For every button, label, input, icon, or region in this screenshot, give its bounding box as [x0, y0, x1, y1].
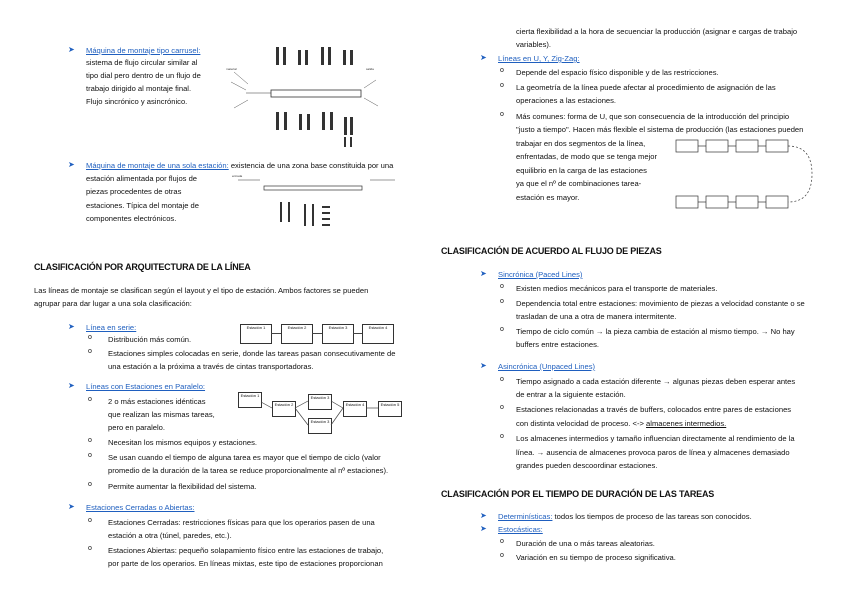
paralelo-item: Se usan cuando el tiempo de alguna tarea es mayor que el tiempo de ciclo (valor [108, 453, 381, 462]
sincronica-item: Dependencia total entre estaciones: movimiento de piezas a velocidad constante o se [516, 299, 805, 308]
serie-box: Estación 3 [322, 324, 354, 344]
bullet-arrow-icon: ➤ [480, 269, 487, 278]
una-estacion-line: estación alimentada por flujos de [86, 174, 198, 183]
cerradas-item: Estaciones Abiertas: pequeño solapamiento físico entre las estaciones de trabajo, [108, 546, 384, 555]
paralelo-item: Permite aumentar la flexibilidad del sistema. [108, 482, 257, 491]
asincronica-item: línea. → ausencia de almacenes provoca paros de línea y almacenes demasiado [516, 448, 790, 457]
u-lines-item: estación es mayor. [516, 193, 580, 202]
bullet-arrow-icon: ➤ [480, 511, 487, 520]
estocasticas-item: Duración de una o más tareas aleatorias. [516, 539, 655, 548]
heading-flujo: CLASIFICACIÓN DE ACUERDO AL FLUJO DE PIEZAS [441, 246, 662, 256]
paralelo-item: pero en paralelo. [108, 423, 165, 432]
asincronica-item: Estaciones relacionadas a través de buffers, colocados entre pares de estaciones [516, 405, 792, 414]
asincronica-item [516, 418, 726, 429]
asincronica-item: grandes pueden descoordinar estaciones. [516, 461, 658, 470]
asincronica-title[interactable]: Asincrónica (Unpaced Lines) [498, 362, 596, 371]
deterministicas-line [498, 511, 752, 522]
bullet-arrow-icon: ➤ [480, 524, 487, 533]
paralelo-item: 2 o más estaciones idénticas [108, 397, 206, 406]
bullet-arrow-icon: ➤ [480, 53, 487, 62]
sincronica-item: buffers entre estaciones. [516, 340, 600, 349]
carrusel-line: sistema de flujo circular similar al [86, 58, 198, 67]
deterministicas-title[interactable]: Determinísticas: [498, 512, 553, 521]
bullet-circle-icon: o [500, 552, 504, 559]
heading-arquitectura: CLASIFICACIÓN POR ARQUITECTURA DE LA LÍNEA [34, 262, 251, 272]
bullet-circle-icon: o [500, 433, 504, 440]
asincronica-item: Tiempo asignado a cada estación diferente → algunas piezas deben esperar antes [516, 377, 796, 386]
paralelo-title[interactable]: Líneas con Estaciones en Paralelo: [86, 382, 206, 391]
bullet-arrow-icon: ➤ [68, 45, 75, 54]
u-lines-item: equilibrio en la carga de las estaciones [516, 166, 647, 175]
u-lines-item: Más comunes: forma de U, que son consecuencia de la introducción del principio [516, 112, 790, 121]
u-lines-item: trabajar en dos segmentos de la línea, [516, 139, 646, 148]
bullet-circle-icon: o [88, 348, 92, 355]
bullet-arrow-icon: ➤ [68, 322, 75, 331]
cerradas-title[interactable]: Estaciones Cerradas o Abiertas: [86, 503, 195, 512]
sincronica-item: Existen medios mecánicos para el transporte de materiales. [516, 284, 718, 293]
right-top-line: variables). [516, 40, 552, 49]
asincronica-item: de entrar a la siguiente estación. [516, 390, 626, 399]
serie-box: Estación 1 [240, 324, 272, 344]
una-estacion-first-text: existencia de una zona base constituida por una [228, 161, 394, 170]
intro-line: Las líneas de montaje se clasifican según el layout y el tipo de estación. Ambos factores se pueden [34, 286, 369, 295]
u-lines-item: La geometría de la línea puede afectar al procedimiento de asignación de las [516, 83, 776, 92]
bullet-circle-icon: o [500, 298, 504, 305]
bullet-circle-icon: o [500, 404, 504, 411]
serie-box: Estación 2 [281, 324, 313, 344]
intro-line: agrupar para dar lugar a una sola clasificación: [34, 299, 192, 308]
asincronica-text: con distinta velocidad de proceso. <-> [516, 419, 647, 428]
paralelo-item: promedio de la duración de la tarea se reduce proporcionalmente al nº estaciones). [108, 466, 389, 475]
carrusel-line: trabajo dirigido al montaje final. [86, 84, 192, 93]
serie-title[interactable]: Línea en serie: [86, 323, 137, 332]
serie-item: Distribución más común. [108, 335, 192, 344]
bullet-circle-icon: o [500, 538, 504, 545]
bullet-circle-icon: o [500, 111, 504, 118]
bullet-circle-icon: o [500, 67, 504, 74]
almacenes-intermedios-text: almacenes intermedios. [646, 419, 727, 428]
bullet-circle-icon: o [88, 545, 92, 552]
bullet-circle-icon: o [500, 326, 504, 333]
paralelo-box: Estación 3 [308, 394, 332, 410]
bullet-circle-icon: o [500, 283, 504, 290]
bullet-circle-icon: o [88, 481, 92, 488]
serie-item: Estaciones simples colocadas en serie, donde las tareas pasan consecutivamente de [108, 349, 396, 358]
deterministicas-text: todos los tiempos de proceso de las tareas son conocidos. [552, 512, 752, 521]
right-top-line: cierta flexibilidad a la hora de secuenciar la producción (asignar e cargas de trabajo [516, 27, 798, 36]
cerradas-item: por parte de los operarios. En líneas mixtas, este tipo de estaciones proporcionan [108, 559, 383, 568]
sincronica-title[interactable]: Sincrónica (Paced Lines) [498, 270, 583, 279]
sincronica-item: Tiempo de ciclo común → la pieza cambia de estación al mismo tiempo. → No hay [516, 327, 795, 336]
una-estacion-title[interactable]: Máquina de montaje de una sola estación: [86, 161, 229, 170]
paralelo-box: Estación 1 [238, 392, 262, 408]
sincronica-item: trasladan de una a otra de manera intermitente. [516, 312, 677, 321]
bullet-arrow-icon: ➤ [480, 361, 487, 370]
asincronica-item: Los almacenes intermedios y tamaño influencian directamente al rendimiento de la [516, 434, 795, 443]
bullet-circle-icon: o [88, 517, 92, 524]
u-lines-title[interactable]: Líneas en U, Y, Zig-Zag: [498, 54, 580, 63]
paralelo-box: Estación 4 [343, 401, 367, 417]
carrusel-title[interactable]: Máquina de montaje tipo carrusel: [86, 46, 201, 55]
bullet-circle-icon: o [88, 334, 92, 341]
bullet-circle-icon: o [500, 82, 504, 89]
cerradas-item: Estaciones Cerradas: restricciones físicas para que los operarios pasen de una [108, 518, 375, 527]
u-lines-item: enfrentadas, de modo que se tenga mejor [516, 152, 657, 161]
serie-item: una estación a la próxima a través de cintas transportadoras. [108, 362, 314, 371]
bullet-circle-icon: o [500, 376, 504, 383]
svg-text:entrada: entrada [232, 174, 243, 178]
svg-text:material: material [226, 67, 237, 71]
heading-tiempo: CLASIFICACIÓN POR EL TIEMPO DE DURACIÓN DE LAS TAREAS [441, 489, 715, 499]
cerradas-item: estación a otra (túnel, paredes, etc.). [108, 531, 232, 540]
u-lines-item: Depende del espacio físico disponible y de las restricciones. [516, 68, 719, 77]
paralelo-item: que realizan las mismas tareas, [108, 410, 215, 419]
bullet-circle-icon: o [88, 396, 92, 403]
paralelo-box: Estación 3 [308, 418, 332, 434]
paralelo-box: Estación 2 [272, 401, 296, 417]
bullet-arrow-icon: ➤ [68, 160, 75, 169]
bullet-arrow-icon: ➤ [68, 381, 75, 390]
una-estacion-line: estaciones. Típica del montaje de [86, 201, 199, 210]
carrusel-line: tipo dial pero dentro de un flujo de [86, 71, 201, 80]
estocasticas-item: Variación en su tiempo de proceso significativa. [516, 553, 676, 562]
bullet-circle-icon: o [88, 452, 92, 459]
una-estacion-line: piezas procedentes de otras [86, 187, 182, 196]
bullet-arrow-icon: ➤ [68, 502, 75, 511]
svg-text:salida: salida [366, 67, 374, 71]
serie-box: Estación 4 [362, 324, 394, 344]
bullet-circle-icon: o [88, 437, 92, 444]
una-estacion-line: componentes electrónicos. [86, 214, 177, 223]
u-lines-item: ya que el nº de combinaciones tarea- [516, 179, 642, 188]
u-lines-item: "justo a tiempo". Hacen más flexible el sistema de producción (las estaciones pueden [516, 125, 804, 134]
carrusel-line: Flujo sincrónico y asincrónico. [86, 97, 188, 106]
paralelo-box: Estación 5 [378, 401, 402, 417]
u-lines-item: operaciones a las estaciones. [516, 96, 617, 105]
estocasticas-title[interactable]: Estocásticas: [498, 525, 543, 534]
u-line-diagram [672, 136, 822, 216]
paralelo-item: Necesitan los mismos equipos y estaciones. [108, 438, 257, 447]
